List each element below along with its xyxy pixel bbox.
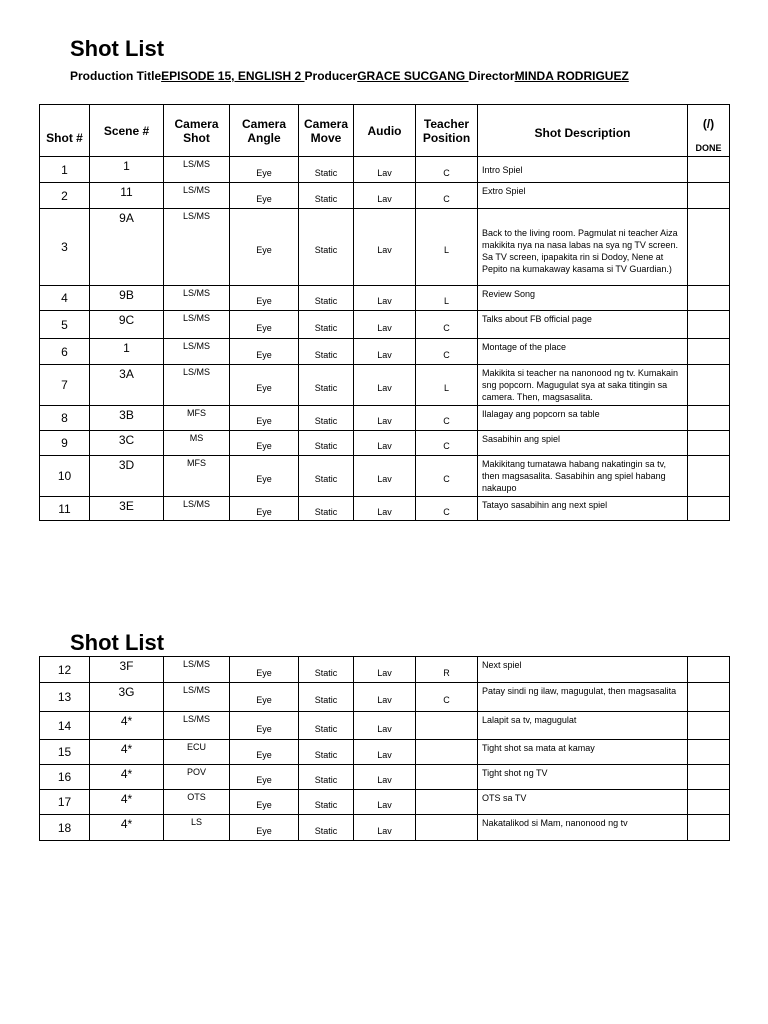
shot-description-cell: Tight shot ng TV — [478, 765, 688, 790]
audio-cell: Lav — [354, 183, 416, 209]
audio-cell: Lav — [354, 712, 416, 740]
scene-number-cell: 3D — [90, 456, 164, 497]
done-cell — [688, 431, 730, 456]
producer-value: GRACE SUCGANG — [357, 69, 469, 83]
camera-move-cell: Static — [299, 209, 354, 286]
header-camera-move: Camera Move — [299, 105, 354, 157]
shot-number-cell: 16 — [40, 765, 90, 790]
scene-number-cell: 4* — [90, 815, 164, 841]
camera-shot-cell: LS/MS — [164, 157, 230, 183]
shot-number-cell: 10 — [40, 456, 90, 497]
table-row — [40, 365, 730, 406]
camera-shot-cell: MS — [164, 431, 230, 456]
teacher-position-cell: C — [416, 183, 478, 209]
camera-shot-cell: LS/MS — [164, 183, 230, 209]
shot-description-cell: Lalapit sa tv, magugulat — [478, 712, 688, 740]
done-cell — [688, 815, 730, 841]
audio-cell: Lav — [354, 286, 416, 311]
teacher-position-cell — [416, 712, 478, 740]
camera-shot-cell: LS/MS — [164, 497, 230, 521]
shot-description-cell: Makikita si teacher na nanonood ng tv. Kumakain sng popcorn. Magugulat sya at saka titingin sa camera. Then, magsasalita. — [478, 365, 688, 406]
done-cell — [688, 311, 730, 339]
camera-move-cell: Static — [299, 497, 354, 521]
camera-shot-cell: LS/MS — [164, 311, 230, 339]
done-cell — [688, 157, 730, 183]
done-cell — [688, 365, 730, 406]
shot-description-cell: Patay sindi ng ilaw, magugulat, then magsasalita — [478, 683, 688, 712]
shot-list-table-continued — [39, 656, 730, 841]
shot-description-cell: Montage of the place — [478, 339, 688, 365]
done-cell — [688, 497, 730, 521]
table-row — [40, 406, 730, 431]
header-scene: Scene # — [90, 105, 164, 157]
done-cell — [688, 209, 730, 286]
shot-number-cell: 7 — [40, 365, 90, 406]
header-done — [688, 105, 730, 157]
camera-angle-cell: Eye — [230, 815, 299, 841]
camera-shot-cell: LS/MS — [164, 365, 230, 406]
camera-shot-cell: LS/MS — [164, 657, 230, 683]
shot-number-cell: 18 — [40, 815, 90, 841]
scene-number-cell: 3E — [90, 497, 164, 521]
scene-number-cell: 4* — [90, 740, 164, 765]
camera-move-cell: Static — [299, 683, 354, 712]
header-shot: Shot # — [40, 105, 90, 157]
scene-number-cell: 4* — [90, 765, 164, 790]
audio-cell: Lav — [354, 339, 416, 365]
shot-number-cell: 9 — [40, 431, 90, 456]
scene-number-cell: 4* — [90, 712, 164, 740]
camera-shot-cell: ECU — [164, 740, 230, 765]
camera-move-cell: Static — [299, 365, 354, 406]
camera-shot-cell: MFS — [164, 406, 230, 431]
camera-shot-cell: LS/MS — [164, 712, 230, 740]
camera-move-cell: Static — [299, 183, 354, 209]
camera-shot-cell: LS/MS — [164, 286, 230, 311]
camera-move-cell: Static — [299, 311, 354, 339]
teacher-position-cell: L — [416, 286, 478, 311]
table-row — [40, 657, 730, 683]
table-row — [40, 790, 730, 815]
shot-number-cell: 12 — [40, 657, 90, 683]
shot-description-cell: Tight shot sa mata at kamay — [478, 740, 688, 765]
scene-number-cell: 3F — [90, 657, 164, 683]
scene-number-cell: 1 — [90, 339, 164, 365]
shot-number-cell: 6 — [40, 339, 90, 365]
scene-number-cell: 9C — [90, 311, 164, 339]
shot-number-cell: 14 — [40, 712, 90, 740]
teacher-position-cell: R — [416, 657, 478, 683]
shot-number-cell: 1 — [40, 157, 90, 183]
production-title-value: EPISODE 15, ENGLISH 2 — [161, 69, 305, 83]
camera-angle-cell: Eye — [230, 431, 299, 456]
shot-description-cell: Ilalagay ang popcorn sa table — [478, 406, 688, 431]
shot-number-cell: 11 — [40, 497, 90, 521]
teacher-position-cell: C — [416, 406, 478, 431]
camera-angle-cell: Eye — [230, 286, 299, 311]
audio-cell: Lav — [354, 365, 416, 406]
camera-angle-cell: Eye — [230, 311, 299, 339]
shot-description-cell: Sasabihin ang spiel — [478, 431, 688, 456]
table-row — [40, 497, 730, 521]
scene-number-cell: 3A — [90, 365, 164, 406]
scene-number-cell: 3C — [90, 431, 164, 456]
shot-description-cell: Talks about FB official page — [478, 311, 688, 339]
audio-cell: Lav — [354, 406, 416, 431]
teacher-position-cell — [416, 815, 478, 841]
done-cell — [688, 406, 730, 431]
table-row — [40, 815, 730, 841]
done-cell — [688, 456, 730, 497]
table-row — [40, 431, 730, 456]
camera-angle-cell: Eye — [230, 406, 299, 431]
header-description: Shot Description — [478, 105, 688, 157]
director-label: Director — [468, 69, 515, 83]
header-done-mark: (/) — [702, 117, 715, 131]
teacher-position-cell: C — [416, 339, 478, 365]
table-header-row — [40, 105, 730, 157]
done-cell — [688, 286, 730, 311]
header-camera-shot: Camera Shot — [164, 105, 230, 157]
camera-shot-cell: POV — [164, 765, 230, 790]
done-cell — [688, 339, 730, 365]
page-title: Shot List — [70, 36, 165, 61]
shot-number-cell: 4 — [40, 286, 90, 311]
camera-angle-cell: Eye — [230, 157, 299, 183]
teacher-position-cell: C — [416, 157, 478, 183]
shot-description-cell: Makikitang tumatawa habang nakatingin sa tv, then magsasalita. Sasabihin ang spiel habang nakaupo — [478, 456, 688, 497]
audio-cell: Lav — [354, 683, 416, 712]
shot-number-cell: 15 — [40, 740, 90, 765]
camera-move-cell: Static — [299, 286, 354, 311]
shot-description-cell: OTS sa TV — [478, 790, 688, 815]
teacher-position-cell: C — [416, 683, 478, 712]
teacher-position-cell: L — [416, 365, 478, 406]
table-row — [40, 456, 730, 497]
shot-number-cell: 17 — [40, 790, 90, 815]
table-row — [40, 712, 730, 740]
shot-number-cell: 2 — [40, 183, 90, 209]
camera-angle-cell: Eye — [230, 339, 299, 365]
camera-shot-cell: LS — [164, 815, 230, 841]
done-cell — [688, 790, 730, 815]
audio-cell: Lav — [354, 431, 416, 456]
shot-description-cell: Next spiel — [478, 657, 688, 683]
camera-move-cell: Static — [299, 765, 354, 790]
camera-move-cell: Static — [299, 815, 354, 841]
shot-number-cell: 13 — [40, 683, 90, 712]
production-title-label: Production Title — [70, 69, 162, 83]
audio-cell: Lav — [354, 456, 416, 497]
camera-shot-cell: MFS — [164, 456, 230, 497]
camera-angle-cell: Eye — [230, 365, 299, 406]
shot-description-cell: Extro Spiel — [478, 183, 688, 209]
table-row — [40, 683, 730, 712]
shot-description-cell: Back to the living room. Pagmulat ni teacher Aiza makikita nya na nasa labas na sya ng TV screen. Sa TV screen, ipapakita rin si Dodoy, Nene at Pepito na kumakaway kasama si TV Guardian.) — [478, 209, 688, 286]
header-teacher-position: Teacher Position — [416, 105, 478, 157]
camera-move-cell: Static — [299, 157, 354, 183]
table-row — [40, 740, 730, 765]
camera-angle-cell: Eye — [230, 790, 299, 815]
audio-cell: Lav — [354, 657, 416, 683]
teacher-position-cell: L — [416, 209, 478, 286]
teacher-position-cell: C — [416, 311, 478, 339]
director-value: MINDA RODRIGUEZ — [514, 69, 629, 83]
teacher-position-cell — [416, 765, 478, 790]
camera-move-cell: Static — [299, 740, 354, 765]
camera-shot-cell: LS/MS — [164, 339, 230, 365]
camera-shot-cell: OTS — [164, 790, 230, 815]
scene-number-cell: 4* — [90, 790, 164, 815]
camera-angle-cell: Eye — [230, 657, 299, 683]
camera-angle-cell: Eye — [230, 497, 299, 521]
production-info — [70, 69, 629, 83]
audio-cell: Lav — [354, 815, 416, 841]
camera-angle-cell: Eye — [230, 209, 299, 286]
audio-cell: Lav — [354, 765, 416, 790]
done-cell — [688, 765, 730, 790]
camera-angle-cell: Eye — [230, 740, 299, 765]
audio-cell: Lav — [354, 497, 416, 521]
shot-list-table — [39, 104, 730, 521]
audio-cell: Lav — [354, 790, 416, 815]
teacher-position-cell — [416, 740, 478, 765]
header-camera-angle: Camera Angle — [230, 105, 299, 157]
camera-move-cell: Static — [299, 406, 354, 431]
done-cell — [688, 183, 730, 209]
camera-angle-cell: Eye — [230, 683, 299, 712]
shot-number-cell: 3 — [40, 209, 90, 286]
scene-number-cell: 11 — [90, 183, 164, 209]
camera-angle-cell: Eye — [230, 183, 299, 209]
table-row — [40, 311, 730, 339]
header-audio: Audio — [354, 105, 416, 157]
shot-description-cell: Nakatalikod si Mam, nanonood ng tv — [478, 815, 688, 841]
scene-number-cell: 3B — [90, 406, 164, 431]
audio-cell: Lav — [354, 311, 416, 339]
camera-move-cell: Static — [299, 456, 354, 497]
shot-description-cell: Tatayo sasabihin ang next spiel — [478, 497, 688, 521]
table-row — [40, 339, 730, 365]
done-cell — [688, 657, 730, 683]
shot-description-cell: Review Song — [478, 286, 688, 311]
done-cell — [688, 712, 730, 740]
producer-label: Producer — [304, 69, 358, 83]
teacher-position-cell: C — [416, 431, 478, 456]
camera-shot-cell: LS/MS — [164, 683, 230, 712]
page-title-second: Shot List — [70, 630, 165, 655]
shot-description-cell: Intro Spiel — [478, 157, 688, 183]
camera-angle-cell: Eye — [230, 765, 299, 790]
scene-number-cell: 9B — [90, 286, 164, 311]
table-row — [40, 286, 730, 311]
teacher-position-cell: C — [416, 456, 478, 497]
camera-move-cell: Static — [299, 790, 354, 815]
teacher-position-cell — [416, 790, 478, 815]
header-done-label: DONE — [695, 143, 722, 153]
table-row — [40, 765, 730, 790]
audio-cell: Lav — [354, 157, 416, 183]
camera-angle-cell: Eye — [230, 712, 299, 740]
shot-number-cell: 8 — [40, 406, 90, 431]
scene-number-cell: 9A — [90, 209, 164, 286]
done-cell — [688, 740, 730, 765]
scene-number-cell: 3G — [90, 683, 164, 712]
scene-number-cell: 1 — [90, 157, 164, 183]
camera-move-cell: Static — [299, 657, 354, 683]
camera-angle-cell: Eye — [230, 456, 299, 497]
camera-shot-cell: LS/MS — [164, 209, 230, 286]
table-row — [40, 157, 730, 183]
teacher-position-cell: C — [416, 497, 478, 521]
camera-move-cell: Static — [299, 431, 354, 456]
audio-cell: Lav — [354, 740, 416, 765]
shot-number-cell: 5 — [40, 311, 90, 339]
done-cell — [688, 683, 730, 712]
table-row — [40, 209, 730, 286]
table-row — [40, 183, 730, 209]
audio-cell: Lav — [354, 209, 416, 286]
camera-move-cell: Static — [299, 339, 354, 365]
camera-move-cell: Static — [299, 712, 354, 740]
